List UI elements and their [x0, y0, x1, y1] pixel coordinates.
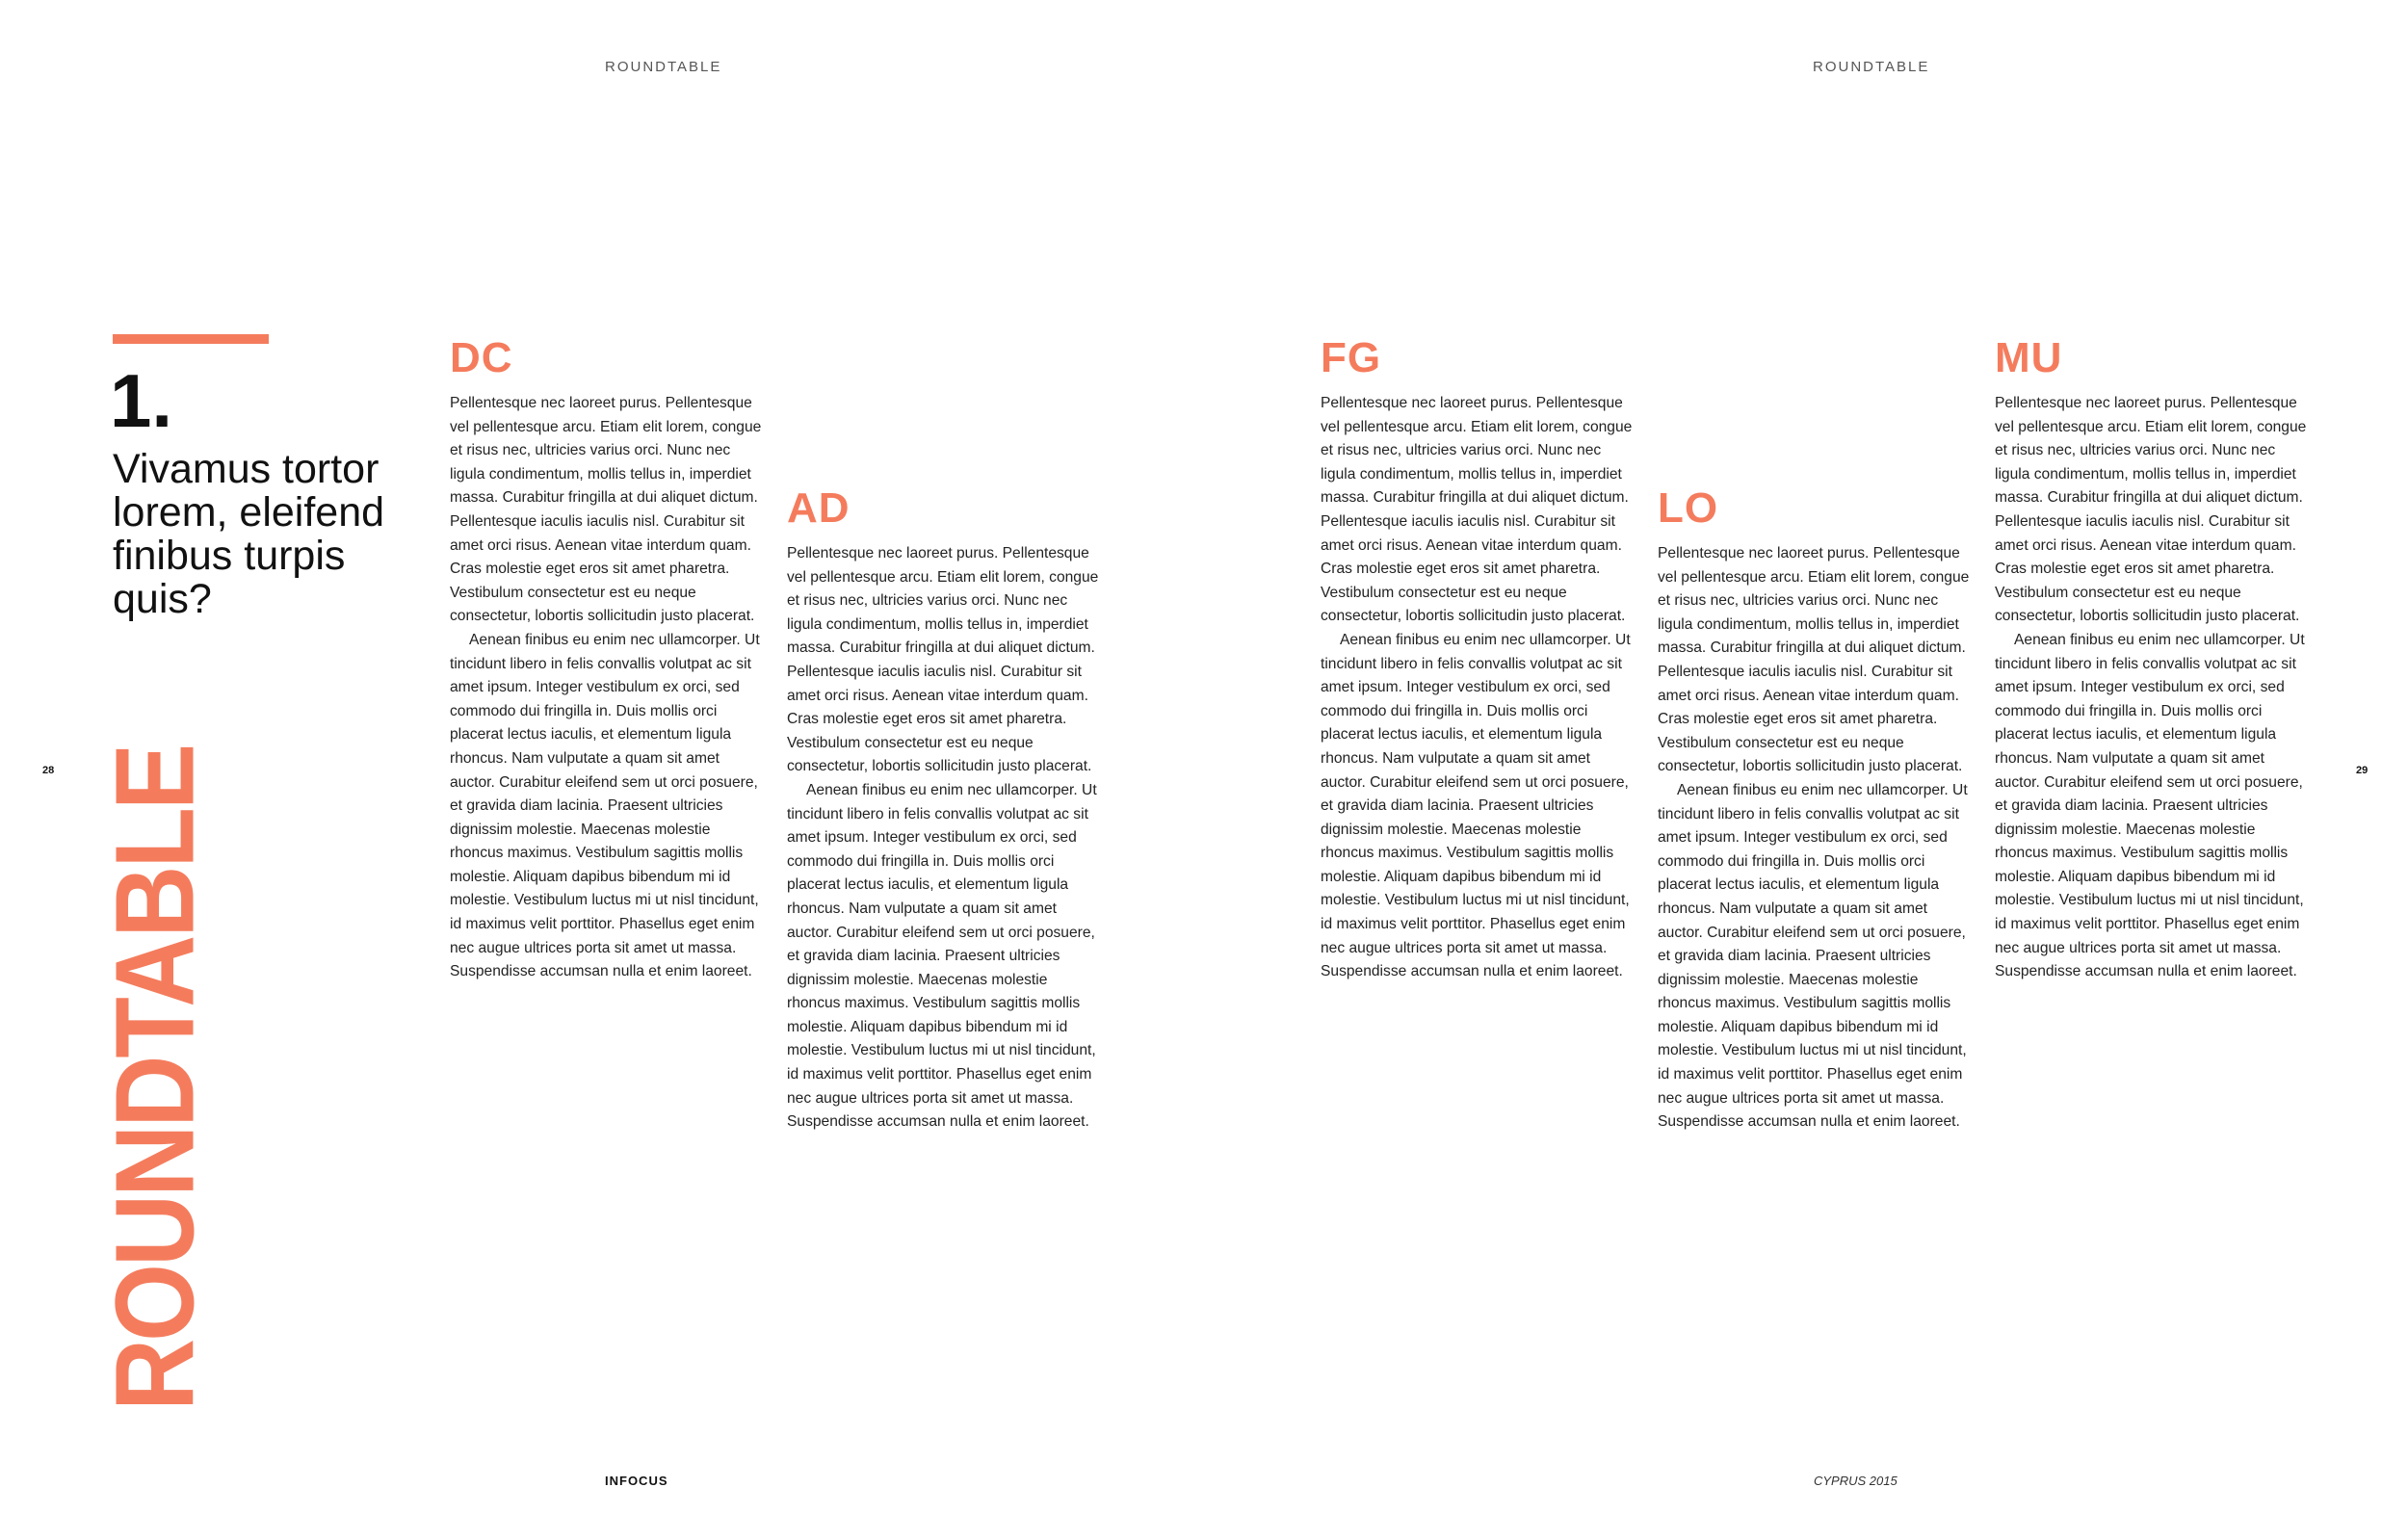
question-text: Vivamus tortor lorem, eleifend finibus turpis quis? [113, 446, 385, 622]
answer-paragraph: Aenean finibus eu enim nec ullamcorper. Ut tincidunt libero in felis convallis volutpat ac sit amet ipsum. Integer vestibulum ex orci, sed commodo dui fringilla in. Duis mollis orci placerat lectus iaculis, et elementum ligula rhoncus. Nam vulputate a quam sit amet auctor. Curabitur eleifend sem ut orci posuere, et gravida diam lacinia. Praesent ultricies dignissim molestie. Maecenas molestie rhoncus maximus. Vestibulum sagittis mollis molestie. Aliquam dapibus bibendum mi id molestie. Vestibulum luctus mi ut nisl tincidunt, id maximus velit porttitor. Phasellus eget enim nec augue ultrices porta sit amet ut massa. Suspendisse accumsan nulla et enim laoreet. [787, 781, 1097, 1131]
speaker-initials: AD [787, 484, 851, 532]
answer-paragraph: Aenean finibus eu enim nec ullamcorper. Ut tincidunt libero in felis convallis volutpat ac sit amet ipsum. Integer vestibulum ex orci, sed commodo dui fringilla in. Duis mollis orci placerat lectus iaculis, et elementum ligula rhoncus. Nam vulputate a quam sit amet auctor. Curabitur eleifend sem ut orci posuere, et gravida diam lacinia. Praesent ultricies dignissim molestie. Maecenas molestie rhoncus maximus. Vestibulum sagittis mollis molestie. Aliquam dapibus bibendum mi id molestie. Vestibulum luctus mi ut nisl tincidunt, id maximus velit porttitor. Phasellus eget enim nec augue ultrices porta sit amet ut massa. Suspendisse accumsan nulla et enim laoreet. [1658, 781, 1968, 1131]
speaker-initials: LO [1658, 484, 1719, 532]
answer-paragraph: Pellentesque nec laoreet purus. Pellentesque vel pellentesque arcu. Etiam elit lorem, congue et risus nec, ultricies varius orci. Nunc nec ligula condimentum, mollis tellus in, imperdiet massa. Curabitur fringilla at dui aliquet dictum. Pellentesque iaculis iaculis nisl. Curabitur sit amet orci risus. Aenean vitae interdum quam. Cras molestie eget eros sit amet pharetra. Vestibulum consectetur est eu neque consectetur, lobortis sollicitudin justo placerat. [787, 545, 1099, 775]
footer-publication: INFOCUS [605, 1474, 668, 1488]
answer-paragraph: Pellentesque nec laoreet purus. Pellentesque vel pellentesque arcu. Etiam elit lorem, congue et risus nec, ultricies varius orci. Nunc nec ligula condimentum, mollis tellus in, imperdiet massa. Curabitur fringilla at dui aliquet dictum. Pellentesque iaculis iaculis nisl. Curabitur sit amet orci risus. Aenean vitae interdum quam. Cras molestie eget eros sit amet pharetra. Vestibulum consectetur est eu neque consectetur, lobortis sollicitudin justo placerat. [450, 395, 762, 625]
speaker-initials: FG [1321, 334, 1382, 381]
answer-column-dc [450, 334, 768, 984]
answer-paragraph: Pellentesque nec laoreet purus. Pellentesque vel pellentesque arcu. Etiam elit lorem, congue et risus nec, ultricies varius orci. Nunc nec ligula condimentum, mollis tellus in, imperdiet massa. Curabitur fringilla at dui aliquet dictum. Pellentesque iaculis iaculis nisl. Curabitur sit amet orci risus. Aenean vitae interdum quam. Cras molestie eget eros sit amet pharetra. Vestibulum consectetur est eu neque consectetur, lobortis sollicitudin justo placerat. [1995, 395, 2307, 625]
answer-column-ad [787, 484, 1105, 1135]
page-number-right: 29 [2356, 765, 2369, 776]
footer-issue: CYPRUS 2015 [1814, 1474, 1898, 1488]
answer-paragraph: Aenean finibus eu enim nec ullamcorper. Ut tincidunt libero in felis convallis volutpat ac sit amet ipsum. Integer vestibulum ex orci, sed commodo dui fringilla in. Duis mollis orci placerat lectus iaculis, et elementum ligula rhoncus. Nam vulputate a quam sit amet auctor. Curabitur eleifend sem ut orci posuere, et gravida diam lacinia. Praesent ultricies dignissim molestie. Maecenas molestie rhoncus maximus. Vestibulum sagittis mollis molestie. Aliquam dapibus bibendum mi id molestie. Vestibulum luctus mi ut nisl tincidunt, id maximus velit porttitor. Phasellus eget enim nec augue ultrices porta sit amet ut massa. Suspendisse accumsan nulla et enim laoreet. [1321, 631, 1631, 980]
answer-paragraph: Aenean finibus eu enim nec ullamcorper. Ut tincidunt libero in felis convallis volutpat ac sit amet ipsum. Integer vestibulum ex orci, sed commodo dui fringilla in. Duis mollis orci placerat lectus iaculis, et elementum ligula rhoncus. Nam vulputate a quam sit amet auctor. Curabitur eleifend sem ut orci posuere, et gravida diam lacinia. Praesent ultricies dignissim molestie. Maecenas molestie rhoncus maximus. Vestibulum sagittis mollis molestie. Aliquam dapibus bibendum mi id molestie. Vestibulum luctus mi ut nisl tincidunt, id maximus velit porttitor. Phasellus eget enim nec augue ultrices porta sit amet ut massa. Suspendisse accumsan nulla et enim laoreet. [450, 631, 760, 980]
page-number-left: 28 [42, 765, 55, 776]
answer-column-fg [1321, 334, 1638, 984]
speaker-initials: MU [1995, 334, 2063, 381]
answer-column-lo [1658, 484, 1976, 1135]
speaker-initials: DC [450, 334, 513, 381]
running-head-right: ROUNDTABLE [1813, 59, 1930, 75]
answer-paragraph: Pellentesque nec laoreet purus. Pellentesque vel pellentesque arcu. Etiam elit lorem, congue et risus nec, ultricies varius orci. Nunc nec ligula condimentum, mollis tellus in, imperdiet massa. Curabitur fringilla at dui aliquet dictum. Pellentesque iaculis iaculis nisl. Curabitur sit amet orci risus. Aenean vitae interdum quam. Cras molestie eget eros sit amet pharetra. Vestibulum consectetur est eu neque consectetur, lobortis sollicitudin justo placerat. [1321, 395, 1633, 625]
answer-paragraph: Aenean finibus eu enim nec ullamcorper. Ut tincidunt libero in felis convallis volutpat ac sit amet ipsum. Integer vestibulum ex orci, sed commodo dui fringilla in. Duis mollis orci placerat lectus iaculis, et elementum ligula rhoncus. Nam vulputate a quam sit amet auctor. Curabitur eleifend sem ut orci posuere, et gravida diam lacinia. Praesent ultricies dignissim molestie. Maecenas molestie rhoncus maximus. Vestibulum sagittis mollis molestie. Aliquam dapibus bibendum mi id molestie. Vestibulum luctus mi ut nisl tincidunt, id maximus velit porttitor. Phasellus eget enim nec augue ultrices porta sit amet ut massa. Suspendisse accumsan nulla et enim laoreet. [1995, 631, 2305, 980]
answer-column-mu [1995, 334, 2313, 984]
question-number: 1. [110, 358, 173, 443]
running-head-left: ROUNDTABLE [605, 59, 722, 75]
answer-paragraph: Pellentesque nec laoreet purus. Pellentesque vel pellentesque arcu. Etiam elit lorem, congue et risus nec, ultricies varius orci. Nunc nec ligula condimentum, mollis tellus in, imperdiet massa. Curabitur fringilla at dui aliquet dictum. Pellentesque iaculis iaculis nisl. Curabitur sit amet orci risus. Aenean vitae interdum quam. Cras molestie eget eros sit amet pharetra. Vestibulum consectetur est eu neque consectetur, lobortis sollicitudin justo placerat. [1658, 545, 1970, 775]
section-title-vertical: ROUNDTABLE [92, 745, 219, 1411]
accent-rule [113, 334, 269, 344]
